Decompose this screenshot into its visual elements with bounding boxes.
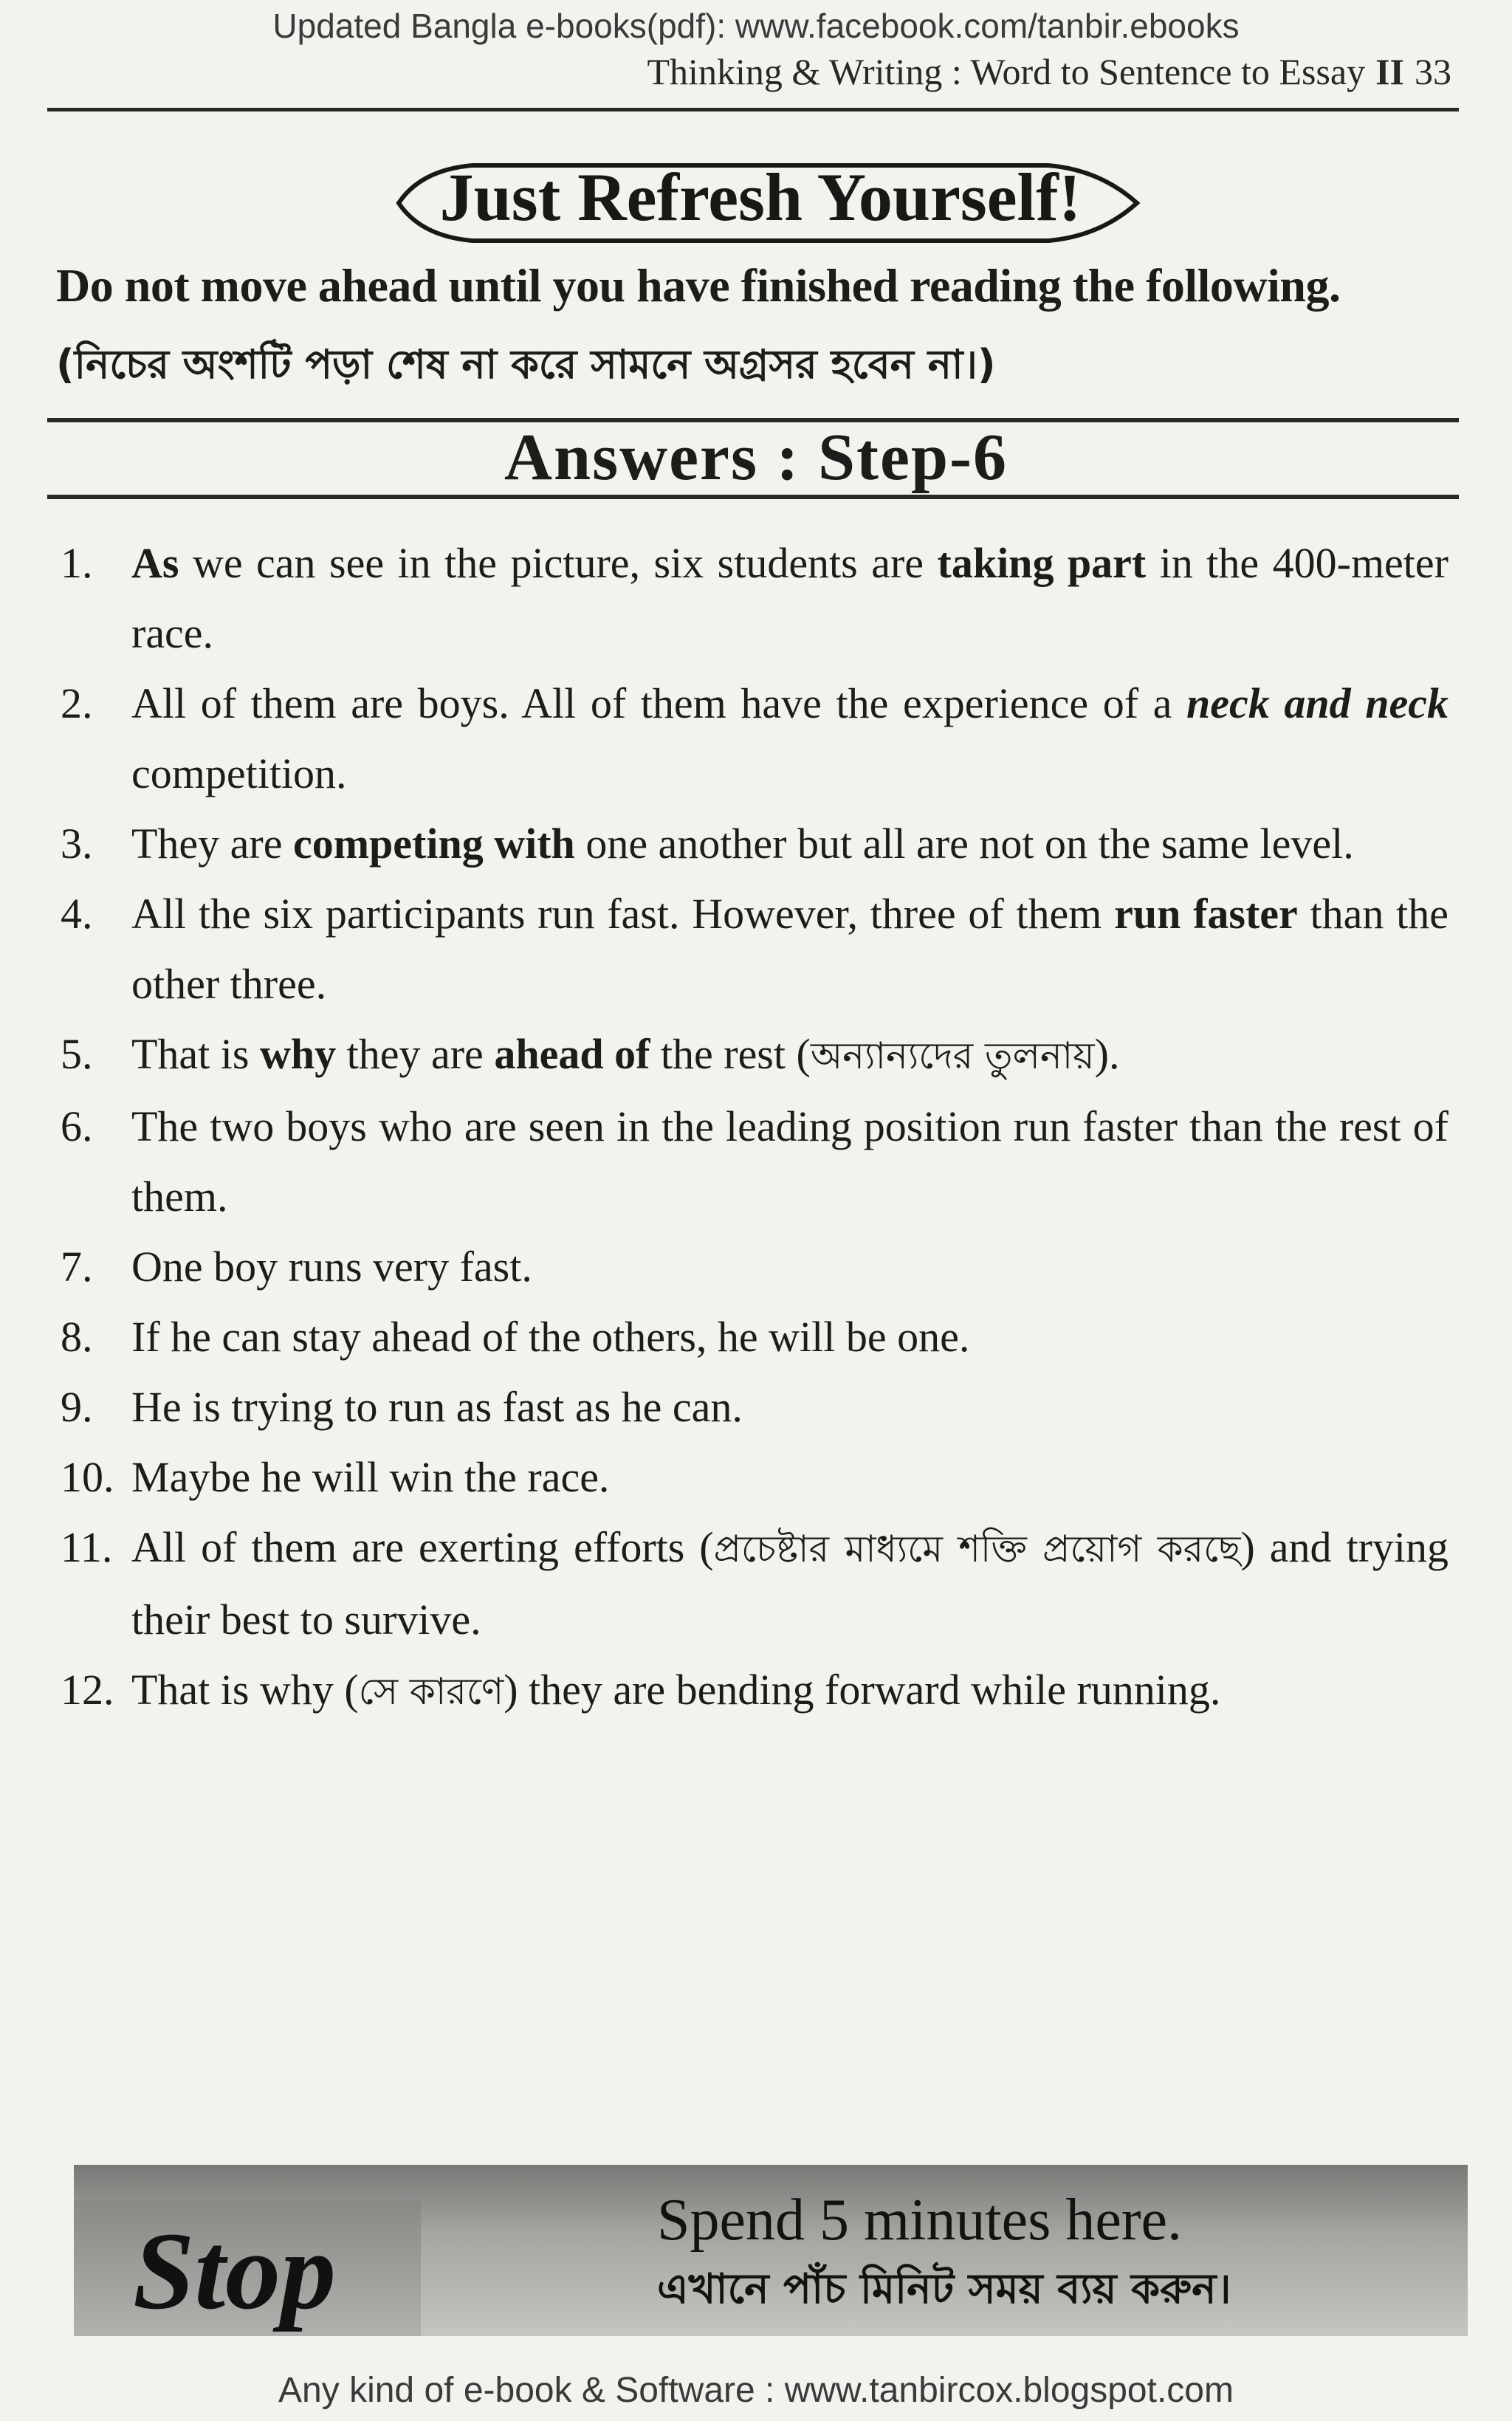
answer-text: ) they are bending forward while running. xyxy=(504,1666,1221,1714)
answer-text: they are xyxy=(336,1030,495,1078)
instruction-text-bangla: (নিচের অংশটি পড়া শেষ না করে সামনে অগ্রসর হবেন না।) xyxy=(56,341,996,388)
answer-text: That is why ( xyxy=(131,1666,359,1714)
answer-text: The two boys who are seen in the leading position run faster than the rest of them. xyxy=(131,1102,1449,1220)
stop-box xyxy=(74,2200,421,2336)
answer-bold-text: As xyxy=(131,539,179,587)
answer-number: 5. xyxy=(61,1030,93,1078)
answer-number: 10. xyxy=(61,1453,114,1501)
answer-bold-text: run faster xyxy=(1114,890,1298,938)
stop-banner xyxy=(74,2165,1468,2336)
answer-item xyxy=(61,1512,1449,1655)
answer-bangla-gloss: সে কারণে xyxy=(358,1670,504,1713)
answer-text: All of them are exerting efforts ( xyxy=(131,1523,714,1571)
answer-item xyxy=(61,1372,1449,1442)
answer-number: 12. xyxy=(61,1666,114,1714)
answer-text: One boy runs very fast. xyxy=(131,1243,532,1291)
answer-text: They are xyxy=(131,820,293,868)
answer-text: ) and trying their best to survive. xyxy=(131,1523,1449,1644)
answers-title: Answers : Step-6 xyxy=(504,421,1008,494)
page-number: 33 xyxy=(1415,51,1451,92)
running-head-separator: II xyxy=(1375,51,1404,92)
answer-text: than the other three. xyxy=(131,890,1449,1008)
answer-item xyxy=(61,528,1449,668)
answer-bold-text: ahead of xyxy=(494,1030,650,1078)
answer-text: If he can stay ahead of the others, he will be one. xyxy=(131,1313,970,1361)
answer-number: 1. xyxy=(61,539,93,587)
answer-text: the rest ( xyxy=(650,1030,811,1078)
answer-item xyxy=(61,668,1449,808)
answer-bold-text: competing with xyxy=(292,820,575,868)
answer-number: 8. xyxy=(61,1313,93,1361)
top-rule xyxy=(47,108,1459,111)
answer-number: 2. xyxy=(61,679,93,727)
answer-text: All of them are boys. All of them have the experience of a xyxy=(131,679,1187,727)
answer-item xyxy=(61,808,1449,879)
answer-number: 11. xyxy=(61,1523,113,1571)
answer-text: one another but all are not on the same level. xyxy=(574,820,1354,868)
stop-instruction: Spend 5 minutes here. xyxy=(657,2188,1182,2253)
answers-rule-bottom xyxy=(47,495,1459,499)
answer-item xyxy=(61,1655,1449,1727)
answer-bold-text: why xyxy=(259,1030,337,1078)
answer-number: 4. xyxy=(61,890,93,938)
answer-emphasis-text: neck and neck xyxy=(1186,679,1449,727)
answer-bangla-gloss: প্রচেষ্টার মাধ্যমে শক্তি প্রয়োগ করছে xyxy=(713,1528,1241,1570)
refresh-title: Just Refresh Yourself! xyxy=(439,159,1082,235)
answer-bold-text: taking part xyxy=(937,539,1147,587)
answer-number: 9. xyxy=(61,1383,93,1431)
watermark-bottom: Any kind of e-book & Software : www.tanbircox.blogspot.com xyxy=(278,2371,1234,2410)
answers-list xyxy=(61,528,1449,1727)
answer-item xyxy=(61,1302,1449,1372)
answer-text: we can see in the picture, six students are xyxy=(179,539,938,587)
answer-text: in the 400-meter race. xyxy=(131,539,1449,657)
running-head-title: Thinking & Writing : Word to Sentence to Essay xyxy=(647,51,1366,92)
answer-number: 6. xyxy=(61,1102,93,1150)
answer-number: 3. xyxy=(61,820,93,868)
refresh-banner xyxy=(369,148,1152,258)
answer-text: All the six participants run fast. However, three of them xyxy=(131,890,1115,938)
answer-item xyxy=(61,1091,1449,1232)
answer-text: ). xyxy=(1094,1030,1120,1078)
instruction-text: Do not move ahead until you have finished reading the following. xyxy=(56,259,1341,312)
answer-item xyxy=(61,1232,1449,1302)
answer-number: 7. xyxy=(61,1243,93,1291)
stop-label: Stop xyxy=(133,2210,337,2332)
watermark-top: Updated Bangla e-books(pdf): www.facebook.com/tanbir.ebooks xyxy=(272,7,1240,45)
answer-item xyxy=(61,1442,1449,1512)
answer-text: He is trying to run as fast as he can. xyxy=(131,1383,743,1431)
answer-item xyxy=(61,1019,1449,1091)
answer-text: That is xyxy=(131,1030,260,1078)
answer-text: Maybe he will win the race. xyxy=(131,1453,610,1501)
answer-text: competition. xyxy=(131,749,347,797)
running-head xyxy=(647,50,1451,93)
stop-instruction-bangla: এখানে পাঁচ মিনিট সময় ব্যয় করুন। xyxy=(657,2265,1231,2313)
answer-item xyxy=(61,879,1449,1019)
answer-bangla-gloss: অন্যান্যদের তুলনায় xyxy=(810,1034,1095,1077)
